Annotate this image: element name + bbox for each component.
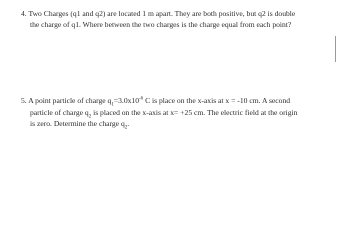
problem-4-text-1: Two Charges (q1 and q2) are located 1 m apart. They are both positive, but q2 is double	[28, 9, 296, 18]
problem-5-text-3a: is zero. Determine the charge q	[30, 119, 125, 129]
problem-5-line-2	[21, 107, 332, 119]
problem-5-text-2a: particle of charge q	[30, 107, 89, 117]
problem-4-line-2: the charge of q1. Where between the two charges is the charge equal from each point?	[30, 19, 292, 29]
problem-5-sub-1: 1	[111, 102, 114, 108]
problem-5-text-1a: A point particle of charge q	[28, 96, 112, 105]
problem-5	[21, 95, 332, 130]
problem-5-text-1c: C is place on the x-axis at x = -10 cm. A second	[143, 96, 291, 105]
problem-5-text-2b: is placed on the x-axis at x= +25 cm. The electric field at the origin	[91, 107, 298, 117]
problem-5-sub-2: 2	[88, 114, 92, 120]
problem-5-line-3	[21, 118, 332, 130]
problem-5-sup-1: -6	[139, 96, 144, 102]
problem-5-text-1b: =3.0x10	[113, 96, 140, 105]
problem-4-number: 4.	[21, 9, 27, 18]
problem-5-number: 5.	[21, 96, 27, 105]
problem-4-line-1	[21, 9, 332, 20]
problem-5-sub-3: 2	[124, 125, 128, 131]
text-cursor-bar	[335, 36, 336, 62]
problem-5-text-3b: .	[127, 119, 130, 129]
problem-4	[21, 9, 332, 30]
problem-5-line-1	[21, 95, 332, 107]
